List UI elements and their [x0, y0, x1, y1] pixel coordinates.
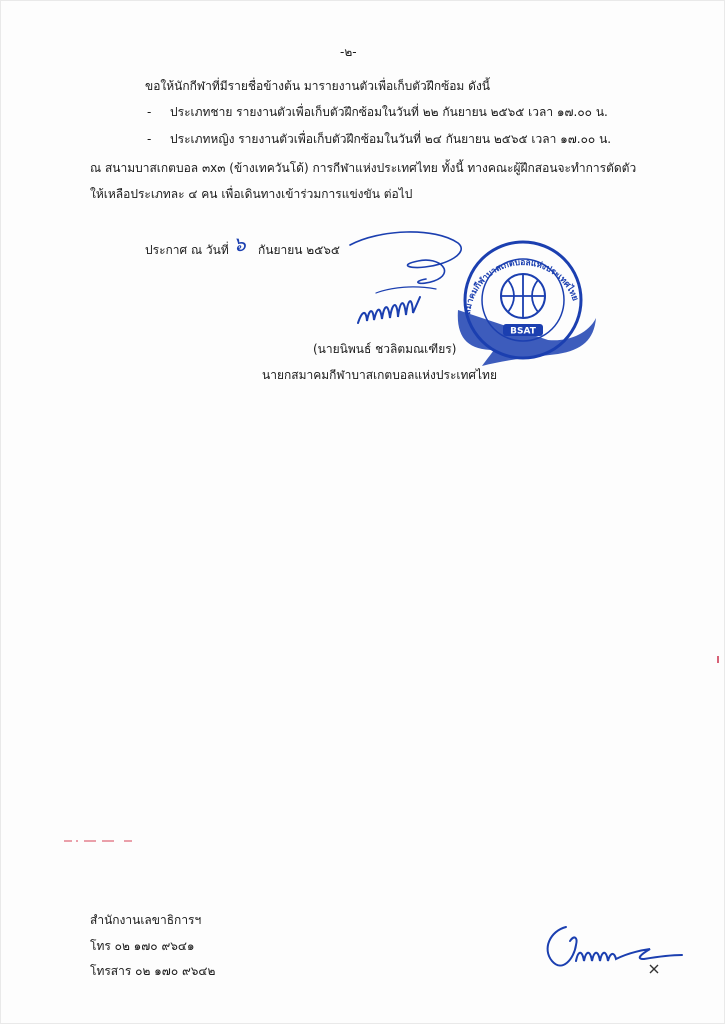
footer-fax: โทรสาร ๐๒ ๑๗๐ ๙๖๔๒: [90, 964, 216, 978]
footer-office: สำนักงานเลขาธิการฯ: [90, 913, 202, 927]
page-number: -๒-: [340, 45, 357, 59]
svg-text:สมาคมกีฬาบาสเกตบอลแห่งประเทศไท: สมาคมกีฬาบาสเกตบอลแห่งประเทศไทย: [463, 257, 580, 316]
footer-phone: โทร ๐๒ ๑๗๐ ๙๖๔๑: [90, 939, 195, 953]
signatory-title: นายกสมาคมกีฬาบาสเกตบอลแห่งประเทศไทย: [262, 368, 497, 382]
bullet-mark-2: -: [147, 132, 152, 146]
bullet-mark-1: -: [147, 105, 152, 119]
signatory-name: (นายนิพนธ์ ชวลิตมณเฑียร): [313, 342, 457, 356]
schedule-item-men: ประเภทชาย รายงานตัวเพื่อเก็บตัวฝึกซ้อมในวันที่ ๒๒ กันยายน ๒๕๖๕ เวลา ๑๗.๐๐ น.: [170, 105, 608, 119]
announcement-date: กันยายน ๒๕๖๕: [258, 243, 340, 257]
venue-paragraph-line1: ณ สนามบาสเกตบอล ๓x๓ (ข้างเทควันโด้) การกีฬาแห่งประเทศไทย ทั้งนี้ ทางคณะผู้ฝึกสอนจะทำการตัดตัว: [90, 161, 637, 175]
scan-mark-edge: [716, 655, 722, 665]
schedule-item-women: ประเภทหญิง รายงานตัวเพื่อเก็บตัวฝึกซ้อมในวันที่ ๒๔ กันยายน ๒๕๖๕ เวลา ๑๗.๐๐ น.: [170, 132, 612, 146]
svg-text:BSAT: BSAT: [510, 326, 536, 337]
announcement-prefix: ประกาศ ณ วันที่: [145, 243, 229, 257]
handwritten-day: ๖: [233, 232, 246, 256]
initials-mark: [540, 915, 690, 985]
association-stamp: [448, 238, 598, 368]
intro-line: ขอให้นักกีฬาที่มีรายชื่อข้างต้น มารายงานตัวเพื่อเก็บตัวฝึกซ้อม ดังนี้: [145, 79, 491, 93]
scan-mark: [62, 838, 142, 844]
venue-paragraph-line2: ให้เหลือประเภทละ ๔ คน เพื่อเดินทางเข้าร่วมการแข่งขัน ต่อไป: [90, 187, 413, 201]
